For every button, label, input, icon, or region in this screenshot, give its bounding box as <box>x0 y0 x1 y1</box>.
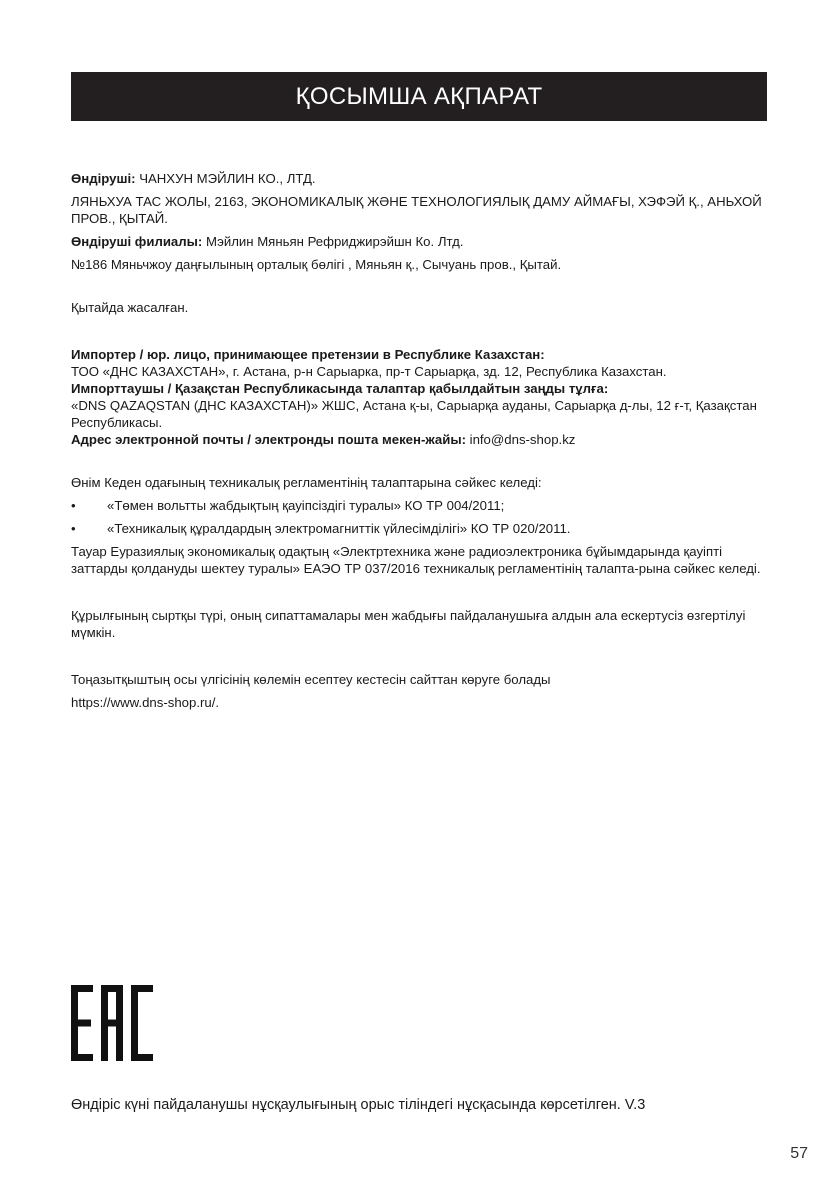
eaeu-compliance: Тауар Еуразиялық экономикалық одақтың «Электртехника және радиоэлектроника бұйымдарында қауіпті заттарды қолдануды шектеу туралы» ЕАЭО ТР 037/2016 техникалық регламентінің талапта-рына сәйкес келеді. <box>71 544 761 576</box>
list-item <box>71 520 769 537</box>
manufacturer-name: ЧАНХУН МЭЙЛИН КО., ЛТД. <box>135 171 316 186</box>
list-item <box>71 497 769 514</box>
bullet-icon: • <box>71 521 76 536</box>
manufacturer-line <box>71 170 769 187</box>
importer-kz-label: Импорттаушы / Қазақстан Республикасында талаптар қабылдайтын заңды тұлға: <box>71 381 609 396</box>
compliance-list <box>71 497 769 537</box>
branch-name: Мэйлин Мяньян Рефриджирэйшн Ко. Лтд. <box>202 234 464 249</box>
branch-address: №186 Мяньчжоу даңғылының орталық бөлігі , Мяньян қ., Сычуань пров., Қытай. <box>71 257 562 272</box>
page-number: 57 <box>790 1145 808 1162</box>
importer-kz-text: «DNS QAZAQSTAN (ДНС КАЗАХСТАН)» ЖШС, Астана қ-ы, Сарыарқа ауданы, Сарыарқа д-лы, 12 ғ-т, Қазақстан Республикасы. <box>71 398 757 430</box>
production-date-note: Өндіріс күні пайдаланушы нұсқаулығының орыс тіліндегі нұсқасында көрсетілген. V.3 <box>71 1097 646 1113</box>
document-body <box>71 170 769 711</box>
email-label: Адрес электронной почты / электронды пошта мекен-жайы: <box>71 432 466 447</box>
importer-ru-text: ТОО «ДНС КАЗАХСТАН», г. Астана, р-н Сарыарка, пр-т Сарыарқа, зд. 12, Республика Казахстан. <box>71 364 667 379</box>
page-header <box>71 72 767 121</box>
manufacturer-address: ЛЯНЬХУА ТАС ЖОЛЫ, 2163, ЭКОНОМИКАЛЫҚ ЖӘНЕ ТЕХНОЛОГИЯЛЫҚ ДАМУ АЙМАҒЫ, ХЭФЭЙ Қ., АНЬХОЙ ПРОВ., ҚЫТАЙ. <box>71 194 762 226</box>
importer-ru-label: Импортер / юр. лицо, принимающее претензии в Республике Казахстан: <box>71 347 545 362</box>
change-notice: Құрылғының сыртқы түрі, оның сипаттамалары мен жабдығы пайдаланушыға алдын ала ескертусіз өзгертілуі мүмкін. <box>71 608 746 640</box>
email-line <box>71 431 769 448</box>
volume-table-url: https://www.dns-shop.ru/. <box>71 695 220 710</box>
email-value: info@dns-shop.kz <box>465 432 576 447</box>
eac-mark-icon <box>71 985 153 1061</box>
manufacturer-label: Өндіруші: <box>71 171 136 186</box>
page-title: ҚОСЫМША АҚПАРАТ <box>295 82 543 110</box>
list-item-text: «Төмен вольтты жабдықтың қауіпсіздігі туралы» КО ТР 004/2011; <box>107 498 505 513</box>
branch-line <box>71 233 769 250</box>
compliance-intro: Өнім Кеден одағының техникалық регламентінің талаптарына сәйкес келеді: <box>71 475 542 490</box>
list-item-text: «Техникалық құралдардың электромагниттік үйлесімділігі» КО ТР 020/2011. <box>107 521 571 536</box>
branch-label: Өндіруші филиалы: <box>71 234 203 249</box>
made-in: Қытайда жасалған. <box>71 300 189 315</box>
volume-table-text: Тоңазытқыштың осы үлгісінің көлемін есептеу кестесін сайттан көруге болады <box>71 672 551 687</box>
bullet-icon: • <box>71 498 76 513</box>
